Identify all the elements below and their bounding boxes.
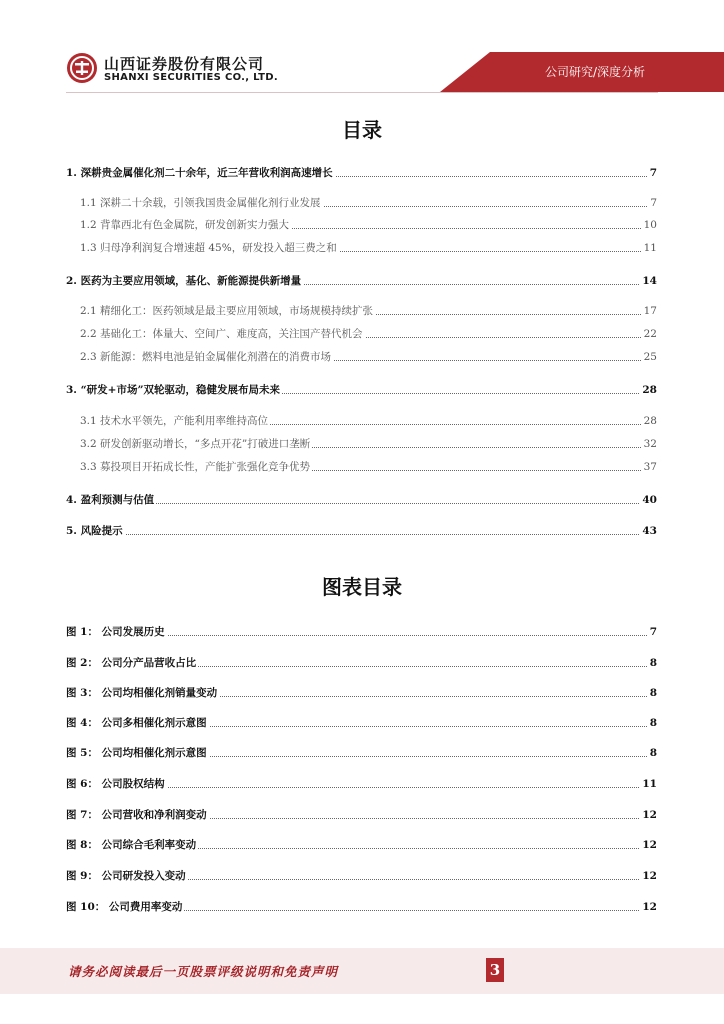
entry-label: 1.2 背靠西北有色金属院，研发创新实力强大 [80, 219, 290, 231]
toc-entry[interactable] [0, 437, 724, 453]
entry-label: 图 9： 公司研发投入变动 [66, 870, 186, 882]
entry-label: 3. “研发+市场”双轮驱动，稳健发展布局未来 [66, 384, 280, 396]
entry-page-number: 8 [649, 657, 657, 669]
figure-toc-entry[interactable] [0, 686, 724, 702]
toc-entry[interactable] [0, 524, 724, 540]
entry-page-number: 11 [642, 778, 657, 790]
entry-page-number: 8 [649, 747, 657, 759]
entry-label: 3.2 研发创新驱动增长，“多点开花”打破进口垄断 [80, 438, 311, 450]
header-divider [66, 92, 658, 93]
entry-page-number: 12 [642, 809, 657, 821]
entry-page-number: 37 [643, 461, 657, 473]
entry-label: 5. 风险提示 [66, 525, 123, 537]
entry-label: 2.3 新能源：燃料电池是铂金属催化剂潜在的消费市场 [80, 351, 332, 363]
entry-label: 4. 盈利预测与估值 [66, 494, 155, 506]
entry-label: 图 3： 公司均相催化剂销量变动 [66, 687, 218, 699]
entry-page-number: 17 [643, 305, 657, 317]
toc-entry[interactable] [0, 493, 724, 509]
entry-label: 1.3 归母净利润复合增速超 45%，研发投入超三费之和 [80, 242, 337, 254]
toc-entry[interactable] [0, 304, 724, 320]
figures-toc-title: 图表目录 [322, 575, 402, 599]
entry-label: 图 10： 公司费用率变动 [66, 901, 183, 913]
entry-page-number: 12 [642, 870, 657, 882]
toc-title: 目录 [342, 118, 382, 142]
page-header [0, 0, 724, 100]
entry-label: 3.1 技术水平领先，产能利用率维持高位 [80, 415, 269, 427]
entry-page-number: 10 [643, 219, 657, 231]
toc-entry[interactable] [0, 350, 724, 366]
footer-disclaimer: 请务必阅读最后一页股票评级说明和免责声明 [68, 964, 339, 979]
figure-toc-entry[interactable] [0, 716, 724, 732]
entry-page-number: 7 [650, 197, 657, 209]
entry-label: 图 2： 公司分产品营收占比 [66, 657, 197, 669]
entry-label: 图 7： 公司营收和净利润变动 [66, 809, 207, 821]
toc-entry[interactable] [0, 166, 724, 182]
entry-page-number: 8 [649, 717, 657, 729]
report-type-label: 公司研究/深度分析 [545, 65, 646, 79]
entry-label: 图 4： 公司多相催化剂示意图 [66, 717, 207, 729]
entry-page-number: 8 [649, 687, 657, 699]
figure-toc-entry[interactable] [0, 869, 724, 885]
company-name-en: SHANXI SECURITIES CO., LTD. [104, 72, 278, 83]
toc-entry[interactable] [0, 218, 724, 234]
entry-page-number: 32 [643, 438, 657, 450]
company-name-cn: 山西证券股份有限公司 [104, 55, 265, 73]
entry-page-number: 12 [642, 901, 657, 913]
entry-page-number: 11 [643, 242, 657, 254]
entry-label: 图 1： 公司发展历史 [66, 626, 165, 638]
entry-page-number: 43 [642, 525, 657, 537]
page-number: 3 [486, 958, 504, 982]
entry-label: 1.1 深耕二十余载，引领我国贵金属催化剂行业发展 [80, 197, 321, 209]
dot-leader [66, 534, 657, 535]
toc-entry[interactable] [0, 274, 724, 290]
entry-label: 2.2 基础化工：体量大、空间广、难度高，关注国产替代机会 [80, 328, 363, 340]
entry-page-number: 14 [642, 275, 657, 287]
figure-toc-entry[interactable] [0, 656, 724, 672]
toc-entry[interactable] [0, 383, 724, 399]
entry-label: 2.1 精细化工：医药领域是最主要应用领域，市场规模持续扩张 [80, 305, 374, 317]
entry-label: 3.3 募投项目开拓成长性，产能扩张强化竞争优势 [80, 461, 311, 473]
toc-entry[interactable] [0, 460, 724, 476]
figure-toc-entry[interactable] [0, 900, 724, 916]
figure-toc-entry[interactable] [0, 808, 724, 824]
figure-toc-entry[interactable] [0, 777, 724, 793]
entry-page-number: 22 [643, 328, 657, 340]
entry-label: 2. 医药为主要应用领域，基化、新能源提供新增量 [66, 275, 302, 287]
toc-entry[interactable] [0, 196, 724, 212]
toc-entry[interactable] [0, 241, 724, 257]
figure-toc-entry[interactable] [0, 838, 724, 854]
entry-page-number: 28 [643, 415, 657, 427]
toc-entry[interactable] [0, 327, 724, 343]
entry-page-number: 28 [642, 384, 657, 396]
entry-page-number: 7 [649, 167, 657, 179]
entry-page-number: 25 [643, 351, 657, 363]
company-logo-icon [66, 52, 98, 84]
toc-entry[interactable] [0, 414, 724, 430]
entry-label: 1. 深耕贵金属催化剂二十余年，近三年营收利润高速增长 [66, 167, 333, 179]
entry-label: 图 5： 公司均相催化剂示意图 [66, 747, 207, 759]
entry-page-number: 7 [649, 626, 657, 638]
entry-label: 图 6： 公司股权结构 [66, 778, 165, 790]
figure-toc-entry[interactable] [0, 625, 724, 641]
figure-toc-entry[interactable] [0, 746, 724, 762]
entry-page-number: 40 [642, 494, 657, 506]
entry-label: 图 8： 公司综合毛利率变动 [66, 839, 197, 851]
entry-page-number: 12 [642, 839, 657, 851]
